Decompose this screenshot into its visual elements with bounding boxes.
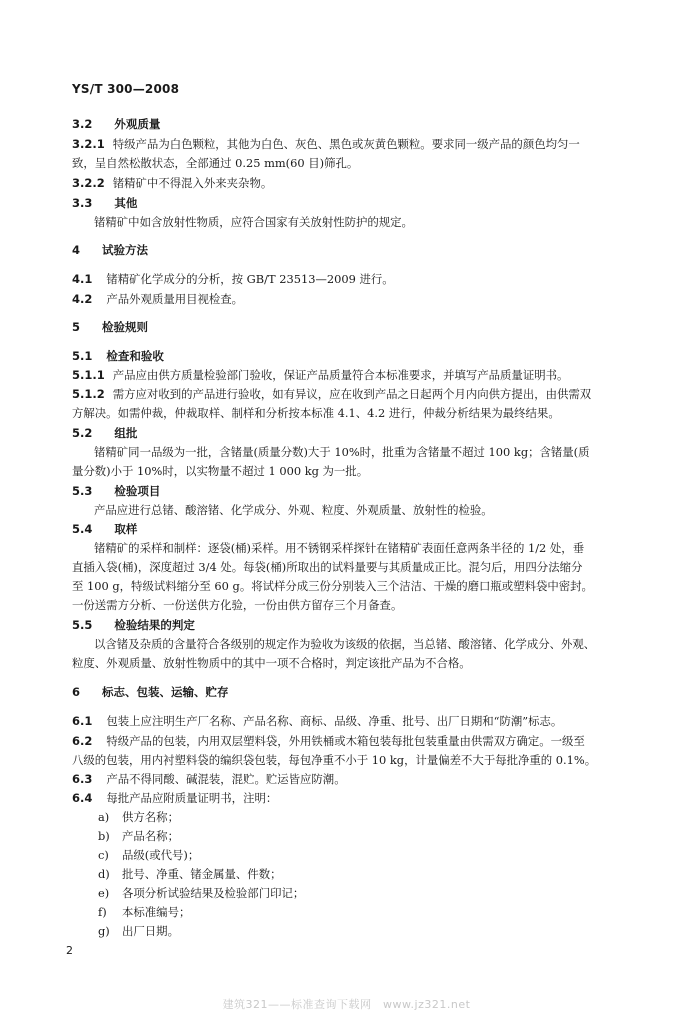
page-number: 2: [66, 944, 73, 957]
section-5-2-line1: 锗精矿同一品级为一批，含锗量(质量分数)大于 10%时，批重为含锗量不超过 100 kg；含锗量(质: [94, 445, 590, 459]
section-5-4-heading: 5.4 取样: [72, 522, 138, 536]
section-3-2-1: 3.2.1 特级产品为白色颗粒，其他为白色、灰色、黑色或灰黄色颗粒。要求同一级产品的颜色均匀一: [72, 137, 580, 151]
section-6-1: 6.1 包装上应注明生产厂名称、产品名称、商标、品级、净重、批号、出厂日期和“防潮”标志。: [72, 714, 563, 728]
section-3-2-2: 3.2.2 锗精矿中不得混入外来夹杂物。: [72, 176, 273, 190]
list-item: a) 供方名称；: [98, 810, 179, 824]
chapter-4-heading: 4 试验方法: [72, 243, 149, 257]
section-5-2-heading: 5.2 组批: [72, 426, 138, 440]
standard-code: YS/T 300—2008: [72, 82, 180, 96]
section-5-3-text: 产品应进行总锗、酸溶锗、化学成分、外观、粒度、外观质量、放射性的检验。: [94, 503, 493, 517]
section-5-1-1: 5.1.1 产品应由供方质量检验部门验收，保证产品质量符合本标准要求，并填写产品质量证明书。: [72, 368, 569, 382]
section-5-1-2: 5.1.2 需方应对收到的产品进行验收，如有异议，应在收到产品之日起两个月内向供方提出，由供需双: [72, 387, 592, 401]
section-5-2-line2: 量分数)小于 10%时，以实物量不超过 1 000 kg 为一批。: [72, 464, 369, 478]
section-3-2-1-line2: 致，呈自然松散状态，全部通过 0.25 mm(60 目)筛孔。: [72, 156, 359, 170]
list-item: b) 产品名称；: [98, 829, 179, 843]
section-6-2-line2: 八级的包装，用内衬塑料袋的编织袋包装，每包净重不小于 10 kg，计量偏差不大于每批净重的 0.1%。: [72, 753, 597, 767]
section-5-5-heading: 5.5 检验结果的判定: [72, 618, 195, 632]
section-4-1: 4.1 锗精矿化学成分的分析，按 GB/T 23513—2009 进行。: [72, 272, 394, 286]
section-5-5-line2: 粒度、外观质量、放射性物质中的其中一项不合格时，判定该批产品为不合格。: [72, 656, 471, 670]
section-6-4: 6.4 每批产品应附质量证明书，注明：: [72, 791, 278, 805]
section-5-4-line3: 至 100 g，特级试料缩分至 60 g。将试样分成三份分别装入三个洁洁、干燥的磨口瓶或塑料袋中密封。: [72, 579, 593, 593]
section-6-2: 6.2 特级产品的包装，内用双层塑料袋，外用铁桶或木箱包装每批包装重量由供需双方确定。一级至: [72, 734, 585, 748]
section-5-4-line4: 一份送需方分析、一份送供方化验，一份由供方留存三个月备查。: [72, 598, 403, 612]
section-5-3-heading: 5.3 检验项目: [72, 484, 161, 498]
watermark: 建筑321——标准查询下载网 www.jz321.net: [222, 998, 471, 1011]
list-item: d) 批号、净重、锗金属量、件数；: [98, 867, 282, 881]
section-5-1-heading: 5.1 检查和验收: [72, 349, 164, 363]
section-3-3-heading: 3.3 其他: [72, 196, 138, 210]
section-6-3: 6.3 产品不得同酸、碱混装，混贮。贮运皆应防潮。: [72, 772, 346, 786]
chapter-6-heading: 6 标志、包装、运输、贮存: [72, 685, 229, 699]
section-3-2-heading: 3.2 外观质量: [72, 117, 161, 131]
section-5-1-2-line2: 方解决。如需仲裁，仲裁取样、制样和分析按本标准 4.1、4.2 进行，仲裁分析结果为最终结果。: [72, 406, 560, 420]
section-4-2: 4.2 产品外观质量用目视检查。: [72, 292, 244, 306]
list-item: c) 品级(或代号)；: [98, 848, 200, 862]
section-5-4-line1: 锗精矿的采样和制样：逐袋(桶)采样。用不锈钢采样探针在锗精矿表面任意两条半径的 1/2 处，垂: [94, 541, 585, 555]
section-5-5-line1: 以含锗及杂质的含量符合各级别的规定作为验收为该级的依据，当总锗、酸溶锗、化学成分、外观、: [94, 637, 596, 651]
list-item: e) 各项分析试验结果及检验部门印记；: [98, 886, 305, 900]
section-3-3-text: 锗精矿中如含放射性物质，应符合国家有关放射性防护的规定。: [94, 215, 413, 229]
list-item: f) 本标准编号；: [98, 905, 191, 919]
chapter-5-heading: 5 检验规则: [72, 320, 149, 334]
section-5-4-line2: 直插入袋(桶)，深度超过 3/4 处。每袋(桶)所取出的试料量要与其质量成正比。混匀后，用四分法缩分: [72, 560, 583, 574]
list-item: g) 出厂日期。: [98, 924, 179, 938]
